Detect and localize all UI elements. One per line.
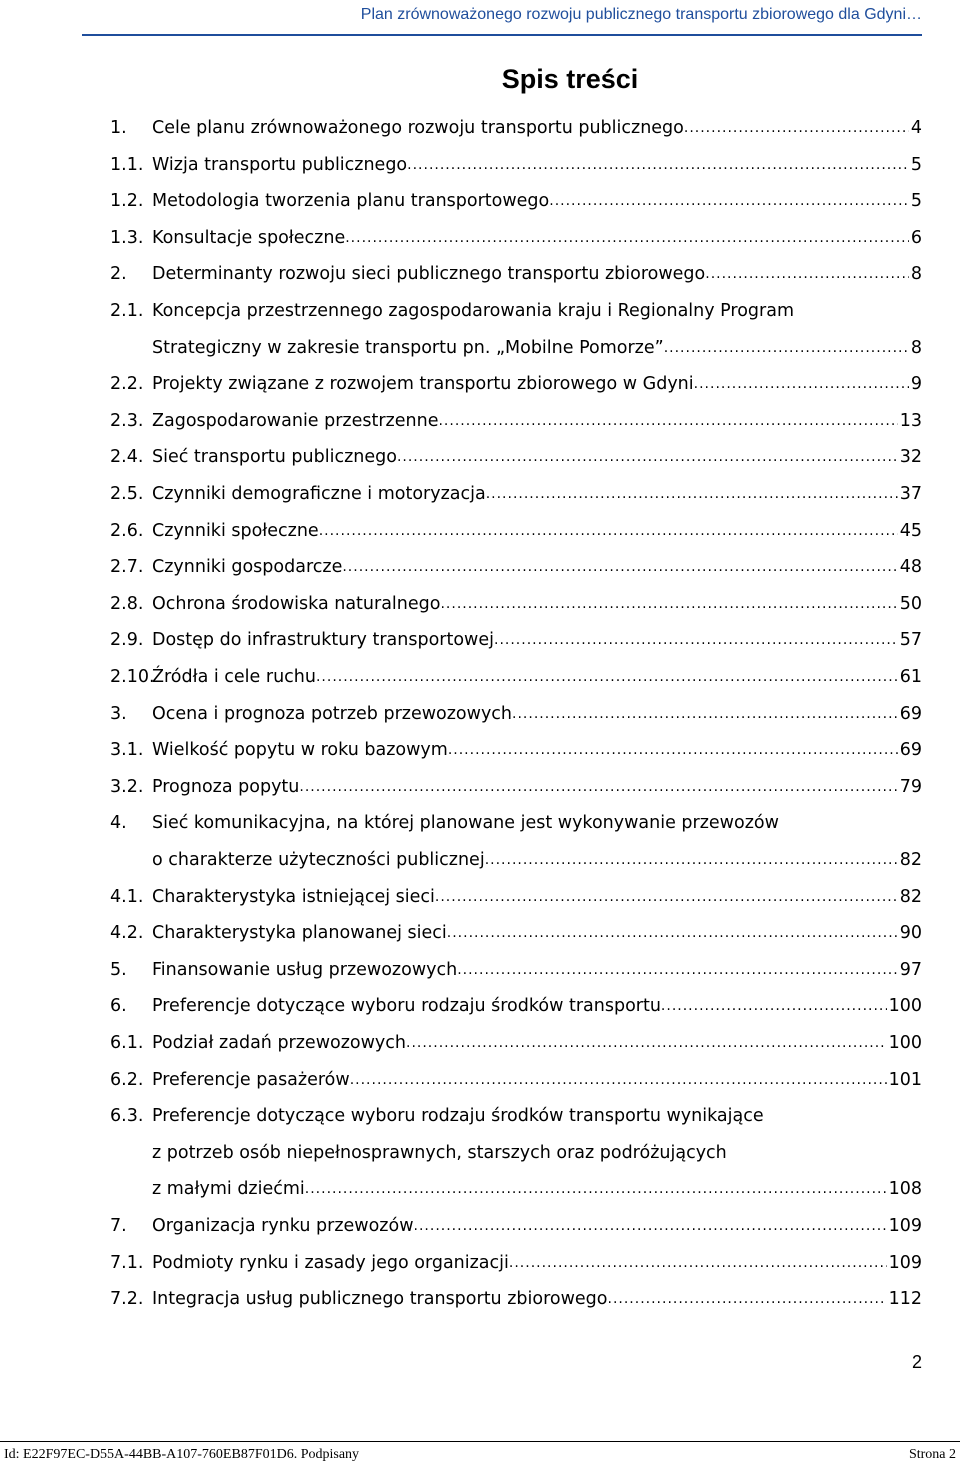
toc-entry-number: 2.7.	[110, 557, 144, 578]
toc-entry[interactable]	[110, 1025, 922, 1061]
toc-entry[interactable]	[110, 549, 922, 585]
toc-entry-leader-line	[152, 183, 922, 219]
toc-entry-page: 8	[910, 337, 922, 358]
toc-entry-leader-line	[152, 1245, 922, 1281]
toc-entry-page: 45	[899, 520, 922, 541]
toc-entry-number: 1.1.	[110, 154, 144, 175]
toc-entry-page: 48	[899, 557, 922, 578]
toc-entry-leader-line	[152, 732, 922, 768]
toc-entry[interactable]	[110, 842, 922, 878]
toc-entry-title: Preferencje dotyczące wyboru rodzaju środków transportu	[152, 996, 661, 1017]
toc-entry-leader-line	[152, 256, 922, 292]
toc-entry-page: 82	[899, 886, 922, 907]
toc-entry-page: 69	[899, 703, 922, 724]
toc-entry-page: 101	[888, 1069, 922, 1090]
toc-entry-title: Wizja transportu publicznego	[152, 154, 408, 175]
header-rule	[82, 34, 922, 36]
toc-entry[interactable]	[110, 1245, 922, 1281]
toc-entry[interactable]	[110, 769, 922, 805]
toc-entry-page: 6	[910, 227, 922, 248]
toc-entry-number: 1.	[110, 118, 127, 138]
toc-entry-number: 6.1.	[110, 1033, 144, 1053]
toc-entry-leader-line	[152, 366, 922, 402]
toc-entry-number: 4.2.	[110, 923, 144, 944]
toc-entry-number: 6.	[110, 996, 127, 1017]
footer-rule	[0, 1441, 960, 1442]
toc-entry-title: Konsultacje społeczne	[152, 227, 346, 248]
toc-entry-title: Wielkość popytu w roku bazowym	[152, 740, 448, 761]
toc-entry-number: 2.4.	[110, 447, 144, 468]
toc-entry-leader-line	[152, 403, 922, 439]
toc-entry-title: Podmioty rynku i zasady jego organizacji	[152, 1252, 509, 1273]
toc-entry-title: Finansowanie usług przewozowych	[152, 959, 458, 980]
toc-entry-title: Sieć transportu publicznego	[152, 447, 397, 468]
toc-entry-number: 1.2.	[110, 191, 144, 212]
toc-entry-leader-line	[152, 952, 922, 988]
toc-entry-number: 2.6.	[110, 520, 144, 541]
toc-entry-leader-line	[152, 1062, 922, 1098]
toc-entry[interactable]	[110, 952, 922, 988]
toc-entry-title: Preferencje dotyczące wyboru rodzaju środków transportu wynikające	[152, 1106, 764, 1127]
toc-entry[interactable]	[110, 1281, 922, 1317]
toc-entry-number: 2.8.	[110, 593, 144, 614]
toc-entry-title: Sieć komunikacyjna, na której planowane jest wykonywanie przewozów	[152, 813, 779, 834]
toc-entry[interactable]	[110, 220, 922, 256]
toc-entry-page: 79	[899, 776, 922, 797]
document-header: Plan zrównoważonego rozwoju publicznego transportu zbiorowego dla Gdyni…	[360, 6, 922, 23]
toc-entry-number: 4.	[110, 813, 127, 834]
toc-entry-leader-line	[152, 147, 922, 183]
toc-dot-leader	[397, 439, 898, 475]
toc-entry-page: 108	[888, 1179, 922, 1200]
toc-entry[interactable]	[110, 805, 922, 841]
toc-dot-leader	[414, 1208, 887, 1244]
toc-dot-leader	[350, 1062, 887, 1098]
toc-entry-number: 1.3.	[110, 227, 144, 248]
toc-entry[interactable]	[110, 879, 922, 915]
toc-entry-number: 2.2.	[110, 374, 144, 395]
toc-entry[interactable]	[110, 110, 922, 146]
toc-entry-title: Czynniki społeczne	[152, 520, 319, 541]
toc-entry[interactable]	[110, 147, 922, 183]
toc-entry-number: 6.3.	[110, 1106, 144, 1127]
toc-dot-leader	[305, 1171, 887, 1207]
toc-entry-leader-line	[152, 1281, 922, 1317]
toc-entry-page: 9	[910, 374, 922, 395]
toc-entry-page: 90	[899, 923, 922, 944]
toc-entry[interactable]	[110, 696, 922, 732]
toc-entry-page: 50	[899, 593, 922, 614]
toc-dot-leader	[447, 915, 898, 951]
toc-entry-title: Prognoza popytu	[152, 776, 300, 797]
toc-entry-title: Podział zadań przewozowych	[152, 1033, 406, 1053]
toc-dot-leader	[448, 732, 898, 768]
toc-entry-leader-line	[152, 915, 922, 951]
toc-dot-leader	[694, 366, 909, 402]
toc-entry-title: Ocena i prognoza potrzeb przewozowych	[152, 703, 513, 724]
toc-entry[interactable]	[110, 586, 922, 622]
toc-entry-number: 7.	[110, 1216, 127, 1236]
toc-dot-leader	[407, 147, 909, 183]
footer-document-id: Id: E22F97EC-D55A-44BB-A107-760EB87F01D6. Podpisany	[4, 1447, 360, 1462]
toc-dot-leader	[406, 1025, 887, 1061]
toc-entry-page: 100	[888, 1033, 922, 1053]
toc-dot-leader	[549, 183, 909, 219]
toc-dot-leader	[608, 1281, 887, 1317]
toc-entry-page: 57	[899, 630, 922, 651]
toc-entry-page: 5	[910, 154, 922, 175]
toc-entry-page: 4	[910, 118, 922, 138]
toc-entry-number: 2.	[110, 264, 127, 285]
toc-entry-title: Ochrona środowiska naturalnego	[152, 593, 441, 614]
toc-entry-title: Strategiczny w zakresie transportu pn. „Mobilne Pomorze”	[152, 337, 664, 358]
toc-entry-number: 2.3.	[110, 410, 144, 431]
toc-entry-page: 97	[899, 959, 922, 980]
toc-dot-leader	[457, 952, 898, 988]
toc-entry[interactable]	[110, 1098, 922, 1134]
toc-entry[interactable]	[110, 659, 922, 695]
toc-entry[interactable]	[110, 1208, 922, 1244]
toc-entry-number: 7.1.	[110, 1252, 144, 1273]
toc-entry-leader-line	[152, 659, 922, 695]
toc-entry-leader-line	[152, 1208, 922, 1244]
toc-dot-leader	[705, 256, 909, 292]
toc-entry-number: 2.5.	[110, 484, 144, 504]
toc-title: Spis treści	[501, 64, 639, 94]
toc-entry[interactable]	[110, 293, 922, 329]
toc-entry[interactable]	[110, 622, 922, 658]
toc-dot-leader	[440, 586, 897, 622]
toc-entry[interactable]	[110, 256, 922, 292]
toc-entry-title: Koncepcja przestrzennego zagospodarowania kraju i Regionalny Program	[152, 301, 794, 321]
toc-entry[interactable]	[110, 988, 922, 1024]
toc-entry-leader-line	[152, 622, 922, 658]
toc-entry[interactable]	[110, 330, 922, 366]
toc-entry[interactable]	[110, 915, 922, 951]
toc-entry-leader-line	[152, 439, 922, 475]
toc-dot-leader	[509, 1245, 887, 1281]
toc-entry-page: 109	[888, 1216, 922, 1236]
toc-entry[interactable]	[110, 513, 922, 549]
toc-entry-leader-line	[152, 842, 922, 878]
toc-entry-title: Preferencje pasażerów	[152, 1069, 350, 1090]
toc-entry-title: Metodologia tworzenia planu transportowego	[152, 191, 550, 212]
toc-entry-number: 2.9.	[110, 630, 144, 651]
toc-entry-leader-line	[152, 586, 922, 622]
toc-entry-title: Zagospodarowanie przestrzenne	[152, 410, 439, 431]
toc-entry[interactable]	[110, 403, 922, 439]
toc-entry-number: 2.1.	[110, 301, 144, 321]
toc-entry-leader-line	[152, 476, 922, 512]
toc-entry[interactable]	[110, 1062, 922, 1098]
toc-entry-title: Czynniki demograficzne i motoryzacja	[152, 484, 486, 504]
toc-entry-leader-line	[152, 879, 922, 915]
toc-dot-leader	[485, 842, 898, 878]
toc-entry-leader-line	[152, 1171, 922, 1207]
toc-entry-title: Czynniki gospodarcze	[152, 557, 343, 578]
toc-entry-title: z małymi dziećmi	[152, 1179, 305, 1200]
toc-entry-page: 32	[899, 447, 922, 468]
toc-entry-title: Cele planu zrównoważonego rozwoju transportu publicznego	[152, 118, 684, 138]
toc-entry-title: Źródła i cele ruchu	[152, 667, 316, 687]
toc-entry-title: o charakterze użyteczności publicznej	[152, 850, 485, 870]
toc-entry[interactable]	[110, 1135, 922, 1171]
toc-dot-leader	[342, 549, 897, 585]
toc-entry-number: 6.2.	[110, 1069, 144, 1090]
toc-entry-title: Integracja usług publicznego transportu zbiorowego	[152, 1289, 608, 1310]
footer-page-label: Strona 2	[908, 1447, 956, 1462]
toc-entry-number: 2.10.	[110, 667, 155, 687]
toc-entry-title: z potrzeb osób niepełnosprawnych, starszych oraz podróżujących	[152, 1142, 727, 1163]
toc-entry-title: Charakterystyka planowanej sieci	[152, 923, 447, 944]
toc-dot-leader	[512, 696, 898, 732]
toc-entry-page: 13	[899, 410, 922, 431]
toc-entry-page: 8	[910, 264, 922, 285]
toc-entry-page: 37	[899, 484, 922, 504]
toc-entry[interactable]	[110, 476, 922, 512]
toc-dot-leader	[319, 513, 898, 549]
page-number: 2	[911, 1352, 922, 1372]
toc-entry[interactable]	[110, 366, 922, 402]
toc-entry-page: 109	[888, 1252, 922, 1273]
toc-entry-page: 82	[899, 850, 922, 870]
toc-dot-leader	[316, 659, 898, 695]
toc-entry[interactable]	[110, 183, 922, 219]
toc-entry-page: 69	[899, 740, 922, 761]
toc-entry-title: Charakterystyka istniejącej sieci	[152, 886, 435, 907]
toc-dot-leader	[664, 330, 909, 366]
toc-entry-leader-line	[152, 769, 922, 805]
toc-entry-number: 3.	[110, 703, 127, 724]
toc-entry-leader-line	[152, 513, 922, 549]
toc-dot-leader	[661, 988, 887, 1024]
toc-entry-title: Projekty związane z rozwojem transportu zbiorowego w Gdyni	[152, 374, 694, 395]
toc-entry-title: Dostęp do infrastruktury transportowej	[152, 630, 494, 651]
toc-entry-leader-line	[152, 988, 922, 1024]
toc-entry-title: Organizacja rynku przewozów	[152, 1216, 414, 1236]
toc-entry[interactable]	[110, 1171, 922, 1207]
toc-entry-page: 100	[888, 996, 922, 1017]
toc-dot-leader	[486, 476, 898, 512]
toc-entry-leader-line	[152, 110, 922, 146]
toc-entry-leader-line	[152, 220, 922, 256]
toc-entry-number: 5.	[110, 959, 127, 980]
toc-dot-leader	[438, 403, 897, 439]
toc-entry-page: 61	[899, 667, 922, 687]
toc-dot-leader	[684, 110, 909, 146]
toc-dot-leader	[494, 622, 898, 658]
toc-entry-page: 112	[888, 1289, 922, 1310]
toc-dot-leader	[299, 769, 897, 805]
toc-entry-leader-line	[152, 549, 922, 585]
toc-entry-leader-line	[152, 696, 922, 732]
toc-entry-page: 5	[910, 191, 922, 212]
toc-entry-number: 7.2.	[110, 1289, 144, 1310]
toc-entry-title: Determinanty rozwoju sieci publicznego transportu zbiorowego	[152, 264, 706, 285]
toc-entry-leader-line	[152, 1025, 922, 1061]
toc-dot-leader	[435, 879, 898, 915]
toc-entry-number: 4.1.	[110, 886, 144, 907]
toc-entry[interactable]	[110, 732, 922, 768]
toc-entry-number: 3.2.	[110, 776, 144, 797]
toc-entry[interactable]	[110, 439, 922, 475]
toc-dot-leader	[345, 220, 909, 256]
toc-entry-leader-line	[152, 330, 922, 366]
toc-entry-number: 3.1.	[110, 740, 144, 761]
